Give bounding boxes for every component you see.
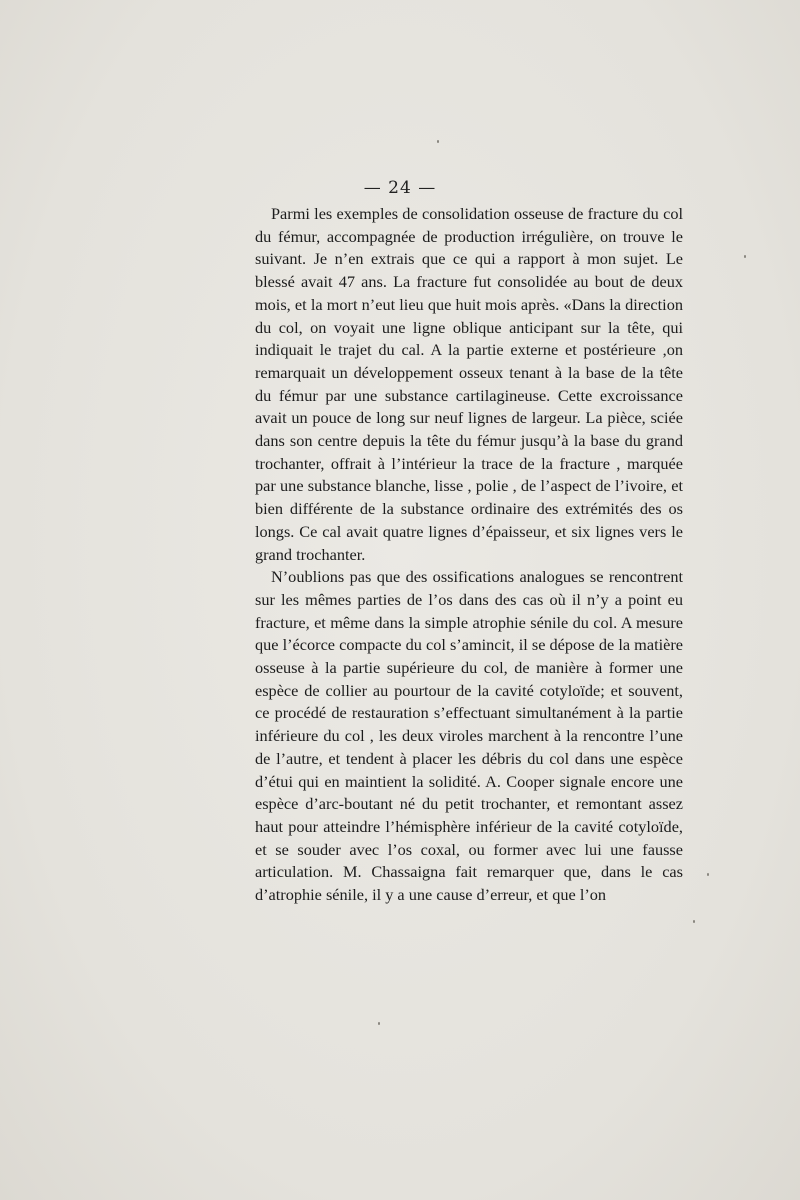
paper-speck [378,1022,380,1025]
body-text [255,203,683,907]
paper-speck [693,920,695,923]
page-number: — 24 — [363,178,437,198]
paper-speck [437,140,439,143]
paper-speck [707,873,709,876]
paragraph-2: N’oublions pas que des ossifications analogues se rencontrent sur les mêmes parties de l’os dans des cas où il n’y a point eu fracture, et même dans la simple atrophie sénile du col. A mesure que l’écorce compacte du col s’amincit, il se dépose de la matière osseuse à la partie supérieure du col, de manière à former une espèce de collier au pourtour de la cavité cotyloïde; et souvent, ce procédé de restauration s’effectuant simultanément à la partie inférieure du col , les deux viroles marchent à la rencontre l’une de l’autre, et tendent à placer les débris du col dans une espèce d’étui qui en maintient la solidité. A. Cooper signale encore une espèce d’arc-boutant né du petit trochanter, et remontant assez haut pour atteindre l’hémisphère inférieur de la cavité cotyloïde, et se souder avec l’os coxal, ou former avec lui une fausse articulation. M. Chassaigna fait remarquer que, dans le cas d’atrophie sénile, il y a une cause d’erreur, et que l’on [255,567,683,905]
paragraph-1: Parmi les exemples de consolidation osseuse de fracture du col du fémur, accompagnée de production irrégulière, on trouve le suivant. Je n’en extrais que ce qui a rapport à mon sujet. Le blessé avait 47 ans. La fracture fut consolidée au bout de deux mois, et la mort n’eut lieu que huit mois après. «Dans la direction du col, on voyait une ligne oblique anticipant sur la tête, qui indiquait le trajet du cal. A la partie externe et postérieure ,on remarquait un développement osseux tenant à la base de la tête du fémur par une substance cartilagineuse. Cette excroissance avait un pouce de long sur neuf lignes de largeur. La pièce, sciée dans son centre depuis la tête du fémur jusqu’à la base du grand trochanter, offrait à l’intérieur la trace de la fracture , marquée par une substance blanche, lisse , polie , de l’aspect de l’ivoire, et bien différente de la substance ordinaire des extrémités des os longs. Ce cal avait quatre lignes d’épaisseur, et six lignes vers le grand trochanter. [255,204,683,564]
paper-speck [744,255,746,258]
